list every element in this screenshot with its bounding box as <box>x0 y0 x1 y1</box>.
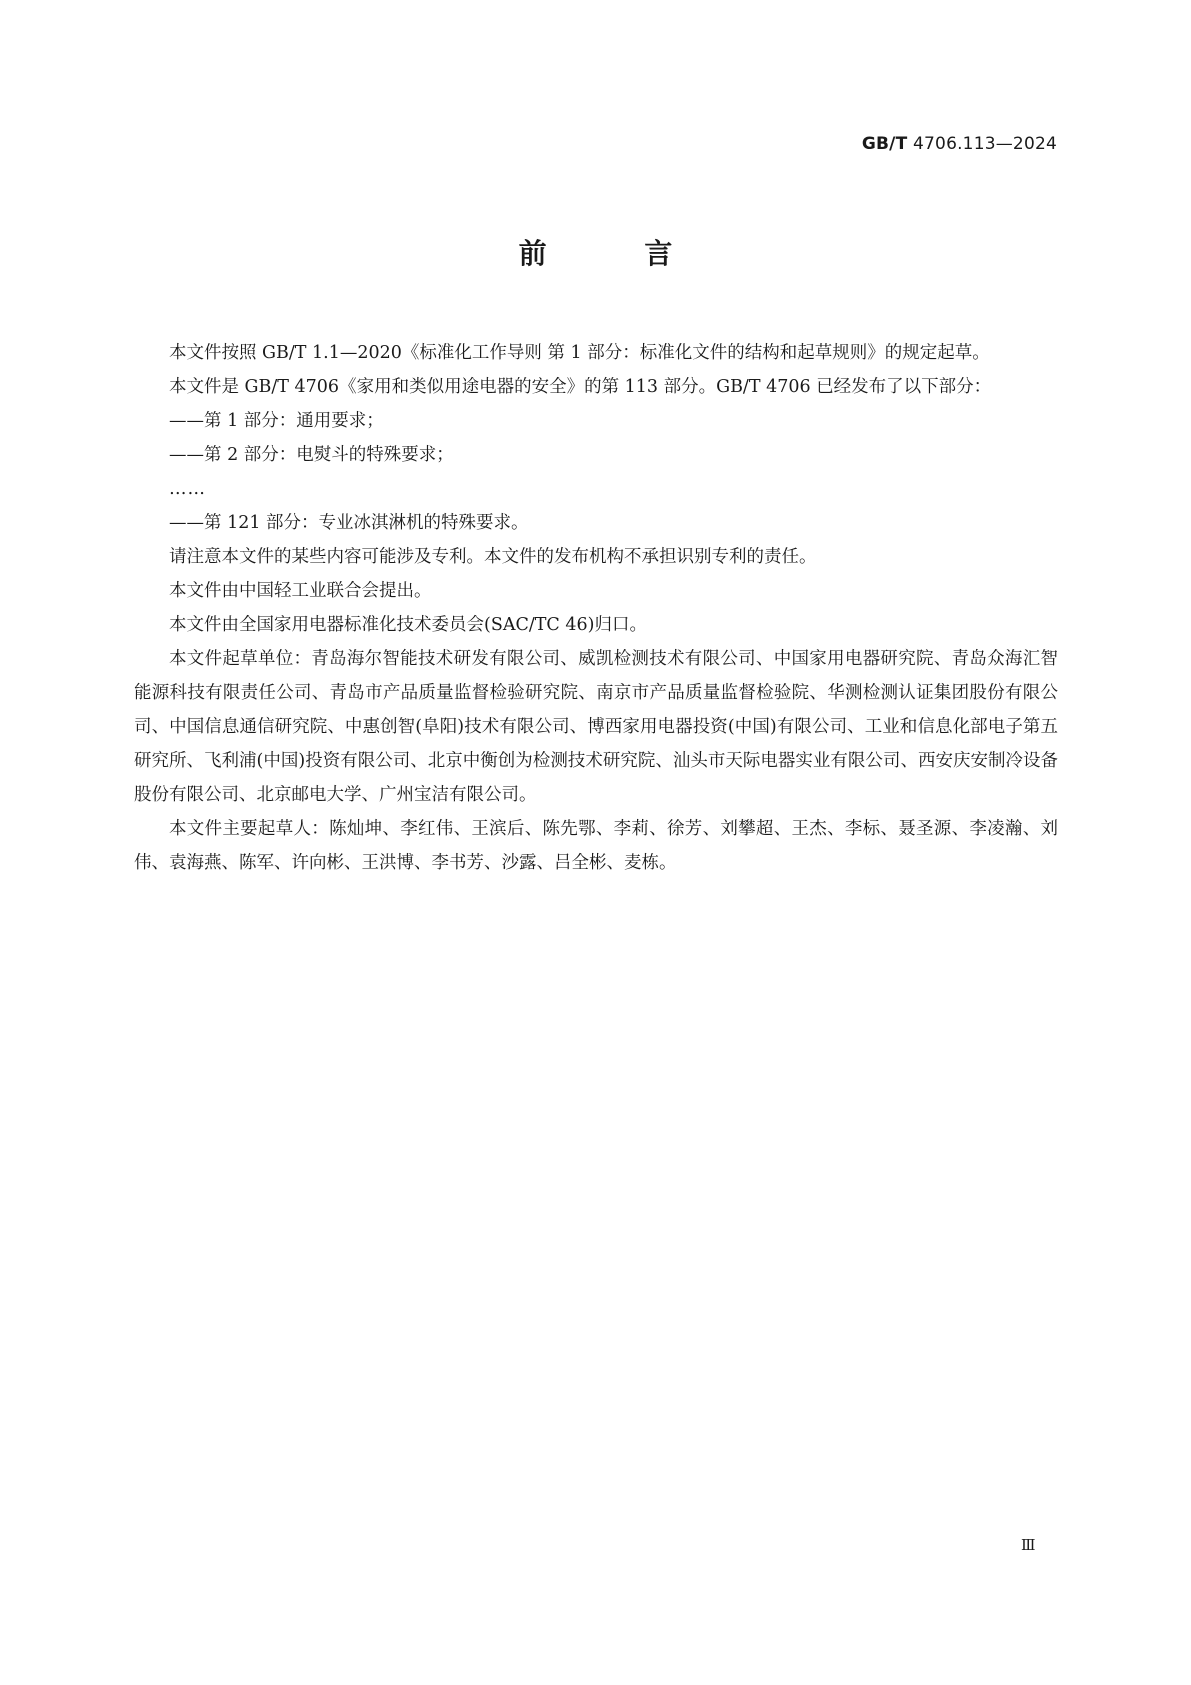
paragraph-committee: 本文件由全国家用电器标准化技术委员会(SAC/TC 46)归口。 <box>169 615 647 635</box>
paragraph-part-description: 本文件是 GB/T 4706《家用和类似用途电器的安全》的第 113 部分。GB/T 4706 已经发布了以下部分： <box>169 377 992 397</box>
list-item-part-2: ——第 2 部分：电熨斗的特殊要求； <box>169 445 454 465</box>
list-item-part-121: ——第 121 部分：专业冰淇淋机的特殊要求。 <box>169 513 529 533</box>
page-number: Ⅲ <box>1021 1536 1036 1554</box>
standard-code-number: 4706.113—2024 <box>913 134 1057 154</box>
list-item-part-1: ——第 1 部分：通用要求； <box>169 411 384 431</box>
list-ellipsis: …… <box>169 479 206 499</box>
paragraph-drafting-basis: 本文件按照 GB/T 1.1—2020《标准化工作导则 第 1 部分：标准化文件的结构和起草规则》的规定起草。 <box>169 343 990 363</box>
paragraph-drafters: 本文件主要起草人：陈灿坤、李红伟、王滨后、陈先鄂、李莉、徐芳、刘攀超、王杰、李标、聂圣源、李凌瀚、刘伟、袁海燕、陈军、许向彬、王洪博、李书芳、沙露、吕全彬、麦栋。 <box>134 819 1058 873</box>
standard-code-prefix: GB/T <box>861 134 908 154</box>
page-title: 前 言 <box>518 237 717 270</box>
paragraph-patent-notice: 请注意本文件的某些内容可能涉及专利。本文件的发布机构不承担识别专利的责任。 <box>169 547 817 567</box>
paragraph-drafting-units: 本文件起草单位：青岛海尔智能技术研发有限公司、威凯检测技术有限公司、中国家用电器研究院、青岛众海汇智能源科技有限责任公司、青岛市产品质量监督检验研究院、南京市产品质量监督检验院、华测检测认证集团股份有限公司、中国信息通信研究院、中惠创智(阜阳)技术有限公司、博西家用电器投资(中国)有限公司、工业和信息化部电子第五研究所、飞利浦(中国)投资有限公司、北京中衡创为检测技术研究院、汕头市天际电器实业有限公司、西安庆安制冷设备股份有限公司、北京邮电大学、广州宝洁有限公司。 <box>134 649 1058 805</box>
paragraph-proposer: 本文件由中国轻工业联合会提出。 <box>169 581 432 601</box>
foreword-body <box>134 336 1058 880</box>
standard-code <box>862 134 1057 154</box>
